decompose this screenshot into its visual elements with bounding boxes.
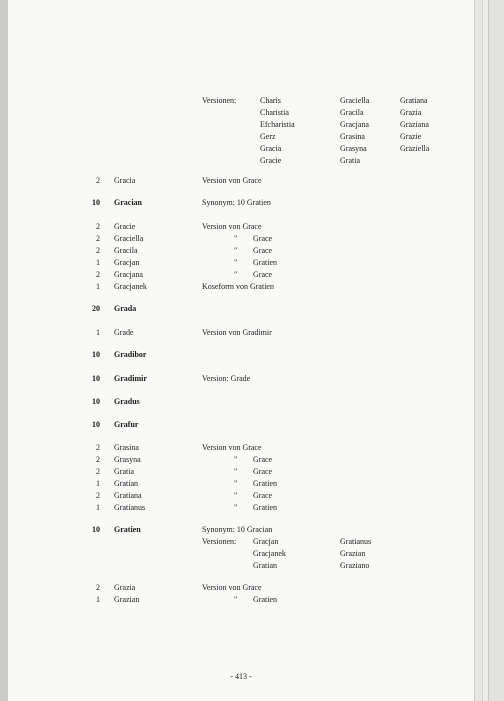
entry-count: 2 <box>96 246 100 255</box>
ditto-mark: " <box>234 467 238 476</box>
entry-count: 2 <box>96 455 100 464</box>
entry-note: Version von Grace <box>202 222 262 231</box>
entry-count: 1 <box>96 595 100 604</box>
entry-ref: Grace <box>253 467 273 476</box>
versions-label: Versionen: <box>202 537 237 546</box>
entry-ref: Grace <box>253 246 273 255</box>
ditto-mark: " <box>234 234 238 243</box>
version-item: Grasyna <box>340 144 367 153</box>
ditto-mark: " <box>234 479 238 488</box>
entry-ref: Grace <box>253 455 273 464</box>
entry-name: Gradus <box>114 397 140 406</box>
versions-label: Versionen: <box>202 96 237 105</box>
version-item: Grazia <box>400 108 422 117</box>
entry-name: Gracie <box>114 222 136 231</box>
entry-name: Grafur <box>114 420 139 429</box>
page-edge <box>488 0 504 701</box>
version-item: Grazian <box>340 549 366 558</box>
page-number: - 413 - <box>230 672 252 681</box>
version-item: Gracia <box>260 144 282 153</box>
entry-name: Gradibor <box>114 350 147 359</box>
entry-count: 1 <box>96 328 100 337</box>
ditto-mark: " <box>234 246 238 255</box>
version-item: Efcharistia <box>260 120 295 129</box>
entry-count: 1 <box>96 282 100 291</box>
entry-count: 10 <box>92 525 100 534</box>
entry-name: Gratiana <box>114 491 142 500</box>
entry-ref: Gratien <box>253 479 277 488</box>
entry-name: Gracila <box>114 246 138 255</box>
binding-shadow <box>0 0 8 701</box>
version-item: Gracjan <box>253 537 279 546</box>
version-item: Graziana <box>400 120 429 129</box>
version-item: Gratianus <box>340 537 372 546</box>
entry-count: 10 <box>92 350 100 359</box>
book-page <box>8 0 474 701</box>
version-item: Gracie <box>260 156 282 165</box>
ditto-mark: " <box>234 503 238 512</box>
version-item: Graziano <box>340 561 370 570</box>
entry-note: Version: Grade <box>202 374 251 383</box>
ditto-mark: " <box>234 491 238 500</box>
entry-name: Gracjana <box>114 270 143 279</box>
entry-name: Gratia <box>114 467 134 476</box>
version-item: Gracjanek <box>253 549 286 558</box>
entry-name: Gracjanek <box>114 282 147 291</box>
entry-count: 2 <box>96 583 100 592</box>
ditto-mark: " <box>234 258 238 267</box>
entry-note: Version von Grace <box>202 176 262 185</box>
version-item: Charis <box>260 96 281 105</box>
version-item: Gratia <box>340 156 360 165</box>
ditto-mark: " <box>234 270 238 279</box>
entry-ref: Grace <box>253 491 273 500</box>
entry-count: 2 <box>96 491 100 500</box>
entry-count: 2 <box>96 222 100 231</box>
entry-ref: Grace <box>253 234 273 243</box>
entry-count: 20 <box>92 304 100 313</box>
version-item: Grasina <box>340 132 365 141</box>
entry-note: Version von Grace <box>202 443 262 452</box>
entry-name: Gracian <box>114 198 142 207</box>
entry-ref: Grace <box>253 270 273 279</box>
entry-count: 2 <box>96 234 100 243</box>
entry-name: Gradimir <box>114 374 147 383</box>
entry-name: Gracia <box>114 176 136 185</box>
entry-name: Gratian <box>114 479 138 488</box>
entry-ref: Gratien <box>253 503 277 512</box>
entry-note: Version von Grace <box>202 583 262 592</box>
entry-count: 10 <box>92 198 100 207</box>
entry-note: Koseform von Gratien <box>202 282 274 291</box>
version-item: Gratian <box>253 561 277 570</box>
entry-name: Grade <box>114 328 134 337</box>
entry-name: Gratien <box>114 525 141 534</box>
version-item: Graciella <box>340 96 370 105</box>
entry-count: 1 <box>96 503 100 512</box>
entry-name: Grazian <box>114 595 140 604</box>
version-item: Graziella <box>400 144 430 153</box>
entry-count: 2 <box>96 443 100 452</box>
entry-name: Grazia <box>114 583 136 592</box>
version-item: Gerz <box>260 132 276 141</box>
entry-note: Synonym: 10 Gracian <box>202 525 273 534</box>
entry-name: Gratianus <box>114 503 146 512</box>
entry-count: 10 <box>92 420 100 429</box>
entry-note: Version von Gradimir <box>202 328 272 337</box>
version-item: Grazie <box>400 132 422 141</box>
entry-count: 2 <box>96 176 100 185</box>
entry-name: Gracjan <box>114 258 140 267</box>
entry-count: 10 <box>92 374 100 383</box>
entry-count: 1 <box>96 258 100 267</box>
entry-count: 2 <box>96 270 100 279</box>
version-item: Gratiana <box>400 96 428 105</box>
entry-name: Grada <box>114 304 137 313</box>
entry-ref: Gratien <box>253 258 277 267</box>
entry-name: Grasyna <box>114 455 141 464</box>
version-item: Gracjana <box>340 120 369 129</box>
entry-count: 10 <box>92 397 100 406</box>
version-item: Gracila <box>340 108 364 117</box>
entry-ref: Gratien <box>253 595 277 604</box>
entry-note: Synonym: 10 Gratien <box>202 198 271 207</box>
entry-count: 2 <box>96 467 100 476</box>
entry-count: 1 <box>96 479 100 488</box>
version-item: Charistia <box>260 108 289 117</box>
ditto-mark: " <box>234 595 238 604</box>
entry-name: Grasina <box>114 443 139 452</box>
entry-name: Graciella <box>114 234 144 243</box>
ditto-mark: " <box>234 455 238 464</box>
